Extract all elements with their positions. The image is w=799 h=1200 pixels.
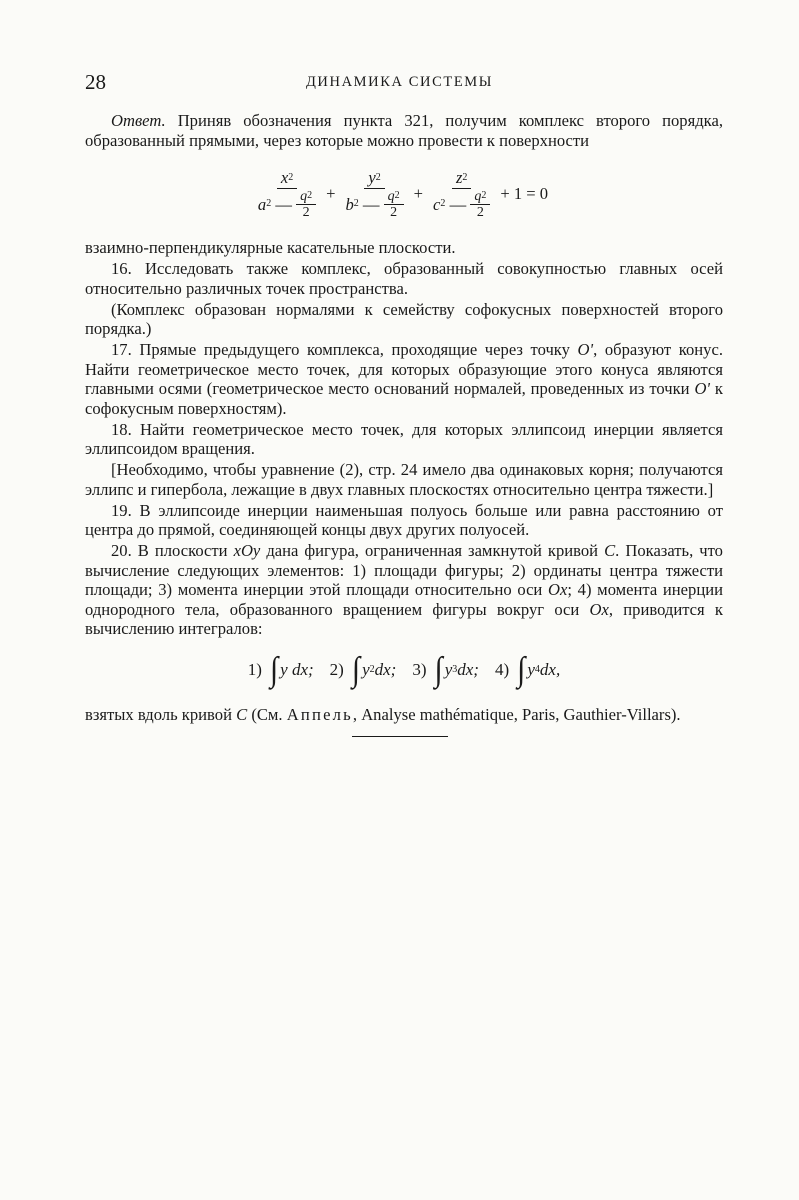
term-y: y 2 b 2 — q 2 2 bbox=[341, 168, 407, 220]
equation-tail: + 1 = 0 bbox=[500, 184, 549, 204]
answer-label: Ответ. bbox=[111, 111, 166, 130]
term-z: z 2 c 2 — q 2 2 bbox=[429, 168, 494, 220]
problem-20: 20. В плоскости xOy дана фигура, ограниченная замкнутой кривой C. Показать, что вычисление следующих элементов: 1) площади фигуры; 2) ординаты центра тяжести площади; 3) момента инерции этой площади относительно оси Ox; 4) момента инерции однородного тела, образованного вращением фигуры вокруг оси Ox, приводится к вычислению интегралов: bbox=[85, 541, 723, 638]
integrals-list bbox=[85, 647, 723, 693]
page-number: 28 bbox=[85, 70, 106, 94]
problem-18: 18. Найти геометрическое место точек, для которых эллипсоид инерции является эллипсоидом вращения. bbox=[85, 419, 723, 458]
problem-18-hint: [Необходимо, чтобы уравнение (2), стр. 24 имело два одинаковых корня; получаются эллипс и гипербола, лежащие в двух главных плоскостях относительно центра тяжести.] bbox=[85, 460, 723, 499]
answer-paragraph bbox=[85, 111, 723, 150]
page-body bbox=[85, 111, 723, 726]
problem-16-hint: (Комплекс образован нормалями к семейству софокусных поверхностей второго порядка.) bbox=[85, 299, 723, 338]
problem-19: 19. В эллипсоиде инерции наименьшая полуось больше или равна расстоянию от центра до прямой, соединяющей концы двух других полуосей. bbox=[85, 500, 723, 539]
problem-17: 17. Прямые предыдущего комплекса, проходящие через точку O', образуют конус. Найти геометрическое место точек, для которых образующие этого конуса являются главными осями (геометрическое место оснований нормалей, проведенных из точки O' к софокусным поверхностям). bbox=[85, 340, 723, 418]
plus-sign: + bbox=[413, 184, 424, 204]
plus-sign: + bbox=[326, 184, 336, 204]
integral-2: 2) ∫ y 2 dx; bbox=[329, 650, 397, 689]
term-x: x 2 a 2 — q 2 2 bbox=[254, 168, 320, 220]
integral-1: 1) ∫ y dx; bbox=[247, 650, 314, 689]
answer-continuation: взаимно-перпендикулярные касательные плоскости. bbox=[85, 238, 456, 257]
answer-text: Приняв обозначения пункта 321, получим комплекс второго порядка, образованный прямыми, через которые можно провести к поверхности bbox=[85, 111, 723, 150]
complex-equation bbox=[85, 154, 723, 234]
integral-3: 3) ∫ y 3 dx; bbox=[412, 650, 479, 689]
closing-paragraph: взятых вдоль кривой C (См. Аппель, Analyse mathématique, Paris, Gauthier-Villars). bbox=[85, 704, 681, 724]
end-rule bbox=[352, 736, 448, 737]
running-title: ДИНАМИКА СИСТЕМЫ bbox=[305, 74, 494, 90]
integral-4: 4) ∫ y 4 dx, bbox=[494, 650, 561, 689]
problem-16: 16. Исследовать также комплекс, образованный совокупностью главных осей относительно различных точек пространства. bbox=[85, 259, 723, 298]
